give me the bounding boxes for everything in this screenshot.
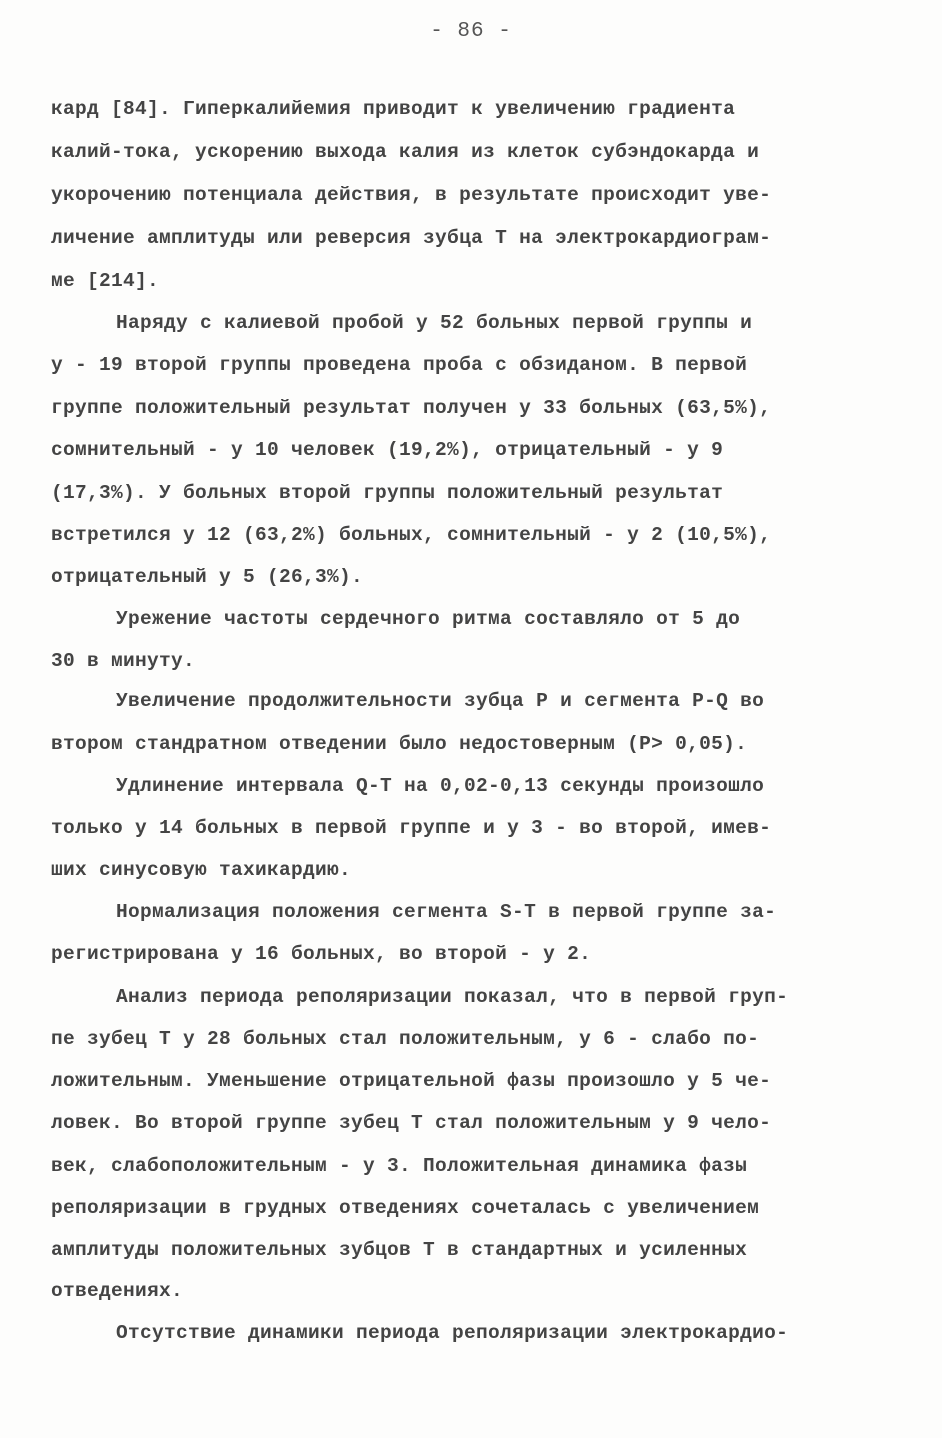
paragraph-first-line: Наряду с калиевой пробой у 52 больных первой группы и	[116, 312, 753, 334]
text-line: группе положительный результат получен у 33 больных (63,5%),	[51, 397, 772, 419]
text-line: пе зубец Т у 28 больных стал положительным, у 6 - слабо по-	[51, 1028, 760, 1050]
text-line: отрицательный у 5 (26,3%).	[51, 566, 364, 588]
text-line: калий-тока, ускорению выхода калия из клеток субэндокарда и	[51, 141, 760, 163]
text-line: (17,3%). У больных второй группы положительный результат	[51, 482, 724, 504]
paragraph-first-line: Нормализация положения сегмента S-T в первой группе за-	[116, 901, 777, 923]
paragraph-first-line: Урежение частоты сердечного ритма составляло от 5 до	[116, 608, 741, 630]
paragraph-first-line: Отсутствие динамики периода реполяризации электрокардио-	[116, 1322, 789, 1344]
text-line: укорочению потенциала действия, в результате происходит уве-	[51, 184, 772, 206]
text-line: сомнительный - у 10 человек (19,2%), отрицательный - у 9	[51, 439, 724, 461]
text-line: только у 14 больных в первой группе и у 3 - во второй, имев-	[51, 817, 772, 839]
paragraph-first-line: Анализ периода реполяризации показал, что в первой груп-	[116, 986, 789, 1008]
text-line: втором стандратном отведении было недостоверным (P> 0,05).	[51, 733, 748, 755]
text-line: кард [84]. Гиперкалийемия приводит к увеличению градиента	[51, 98, 736, 120]
text-line: век, слабоположительным - у 3. Положительная динамика фазы	[51, 1155, 748, 1177]
paragraph-first-line: Увеличение продолжительности зубца Р и сегмента P-Q во	[116, 690, 765, 712]
text-line: встретился у 12 (63,2%) больных, сомнительный - у 2 (10,5%),	[51, 524, 772, 546]
text-line: ме [214].	[51, 270, 160, 292]
text-line: амплитуды положительных зубцов Т в стандартных и усиленных	[51, 1239, 748, 1261]
page-number: - 86 -	[430, 20, 512, 43]
text-line: у - 19 второй группы проведена проба с обзиданом. В первой	[51, 354, 748, 376]
paragraph-first-line: Удлинение интервала Q-T на 0,02-0,13 секунды произошло	[116, 775, 765, 797]
text-line: ложительным. Уменьшение отрицательной фазы произошло у 5 че-	[51, 1070, 772, 1092]
text-line: регистрирована у 16 больных, во второй - у 2.	[51, 943, 592, 965]
text-line: личение амплитуды или реверсия зубца Т на электрокардиограм-	[51, 227, 772, 249]
text-line: ловек. Во второй группе зубец Т стал положительным у 9 чело-	[51, 1112, 772, 1134]
text-line: реполяризации в грудных отведениях сочеталась с увеличением	[51, 1197, 760, 1219]
text-line: отведениях.	[51, 1280, 184, 1302]
text-line: 30 в минуту.	[51, 650, 196, 672]
text-line: ших синусовую тахикардию.	[51, 859, 352, 881]
